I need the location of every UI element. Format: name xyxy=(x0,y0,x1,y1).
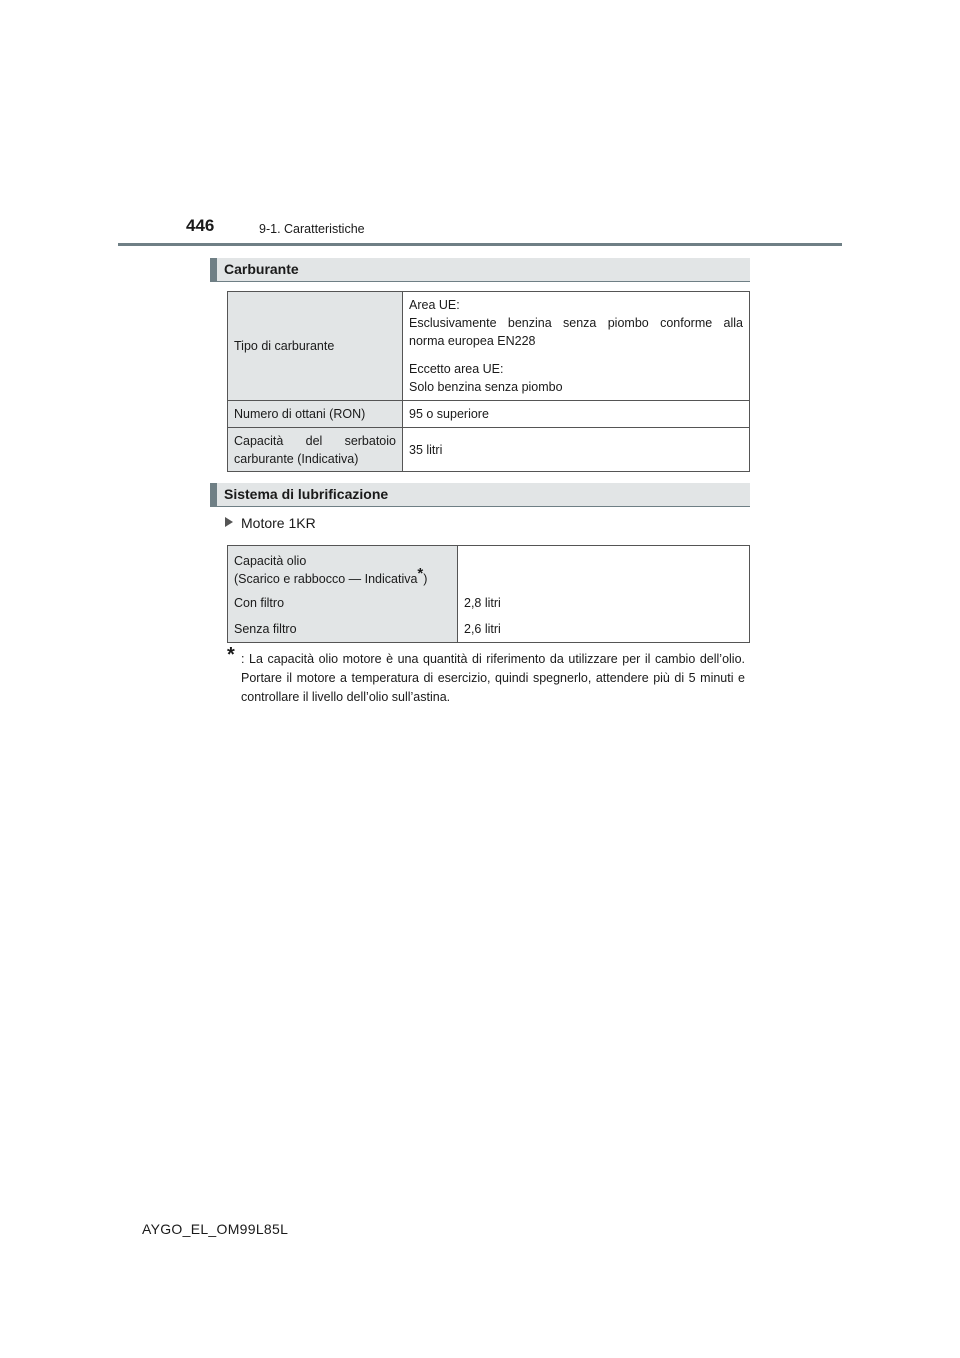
with-filter-label: Con filtro xyxy=(228,590,458,617)
fuel-section-title: Carburante xyxy=(224,261,299,277)
lubrication-section-heading xyxy=(210,483,750,507)
oil-capacity-table xyxy=(227,545,750,643)
fuel-type-label: Tipo di carburante xyxy=(228,292,403,401)
fuel-type-noneu-heading: Eccetto area UE: xyxy=(409,362,504,376)
without-filter-value: 2,6 litri xyxy=(458,617,750,643)
header-rule xyxy=(118,243,842,246)
page-number: 446 xyxy=(186,216,215,235)
engine-label: Motore 1KR xyxy=(241,515,316,531)
with-filter-value: 2,8 litri xyxy=(458,590,750,617)
table-row xyxy=(228,617,750,643)
tank-capacity-label xyxy=(228,428,403,472)
fuel-type-eu-line1: Esclusivamente benzina senza piombo conforme alla xyxy=(409,316,743,330)
fuel-section-heading xyxy=(210,258,750,282)
table-row xyxy=(228,292,750,401)
octane-label: Numero di ottani (RON) xyxy=(228,401,403,428)
tank-capacity-value: 35 litri xyxy=(403,428,750,472)
without-filter-label: Senza filtro xyxy=(228,617,458,643)
oil-capacity-heading-line1: Capacità olio xyxy=(234,553,307,568)
oil-capacity-heading xyxy=(228,546,458,590)
table-row xyxy=(228,428,750,472)
table-row xyxy=(228,401,750,428)
footnote-text: : La capacità olio motore è una quantità di riferimento da utilizzare per il cambio dell’olio. Portare il motore a temperatura di esercizio, quindi spegnerlo, attendere più di 5 minuti e controllare il livello dell’olio sull’astina. xyxy=(241,652,745,704)
table-row xyxy=(228,590,750,617)
lubrication-section-title: Sistema di lubrificazione xyxy=(224,486,389,502)
triangle-bullet-icon xyxy=(225,517,233,527)
fuel-type-noneu-line: Solo benzina senza piombo xyxy=(409,380,563,394)
tank-capacity-label-line2: carburante (Indicativa) xyxy=(234,451,359,466)
fuel-type-eu-heading: Area UE: xyxy=(409,298,460,312)
footnote xyxy=(227,644,745,707)
fuel-table xyxy=(227,291,750,472)
octane-value: 95 o superiore xyxy=(403,401,750,428)
heading-bar xyxy=(210,258,217,281)
oil-capacity-heading-line2: (Scarico e rabbocco — Indicativa*) xyxy=(234,564,428,586)
fuel-type-value xyxy=(403,292,750,401)
footnote-asterisk: * xyxy=(227,644,235,666)
engine-subheading xyxy=(225,515,316,531)
tank-capacity-label-line1: Capacità del serbatoio xyxy=(234,433,396,448)
section-label: 9-1. Caratteristiche xyxy=(259,222,365,236)
document-code: AYGO_EL_OM99L85L xyxy=(142,1221,289,1237)
heading-bar xyxy=(210,483,217,506)
table-row xyxy=(228,546,750,590)
asterisk-mark: * xyxy=(417,564,424,582)
fuel-type-eu-line2: norma europea EN228 xyxy=(409,334,536,348)
